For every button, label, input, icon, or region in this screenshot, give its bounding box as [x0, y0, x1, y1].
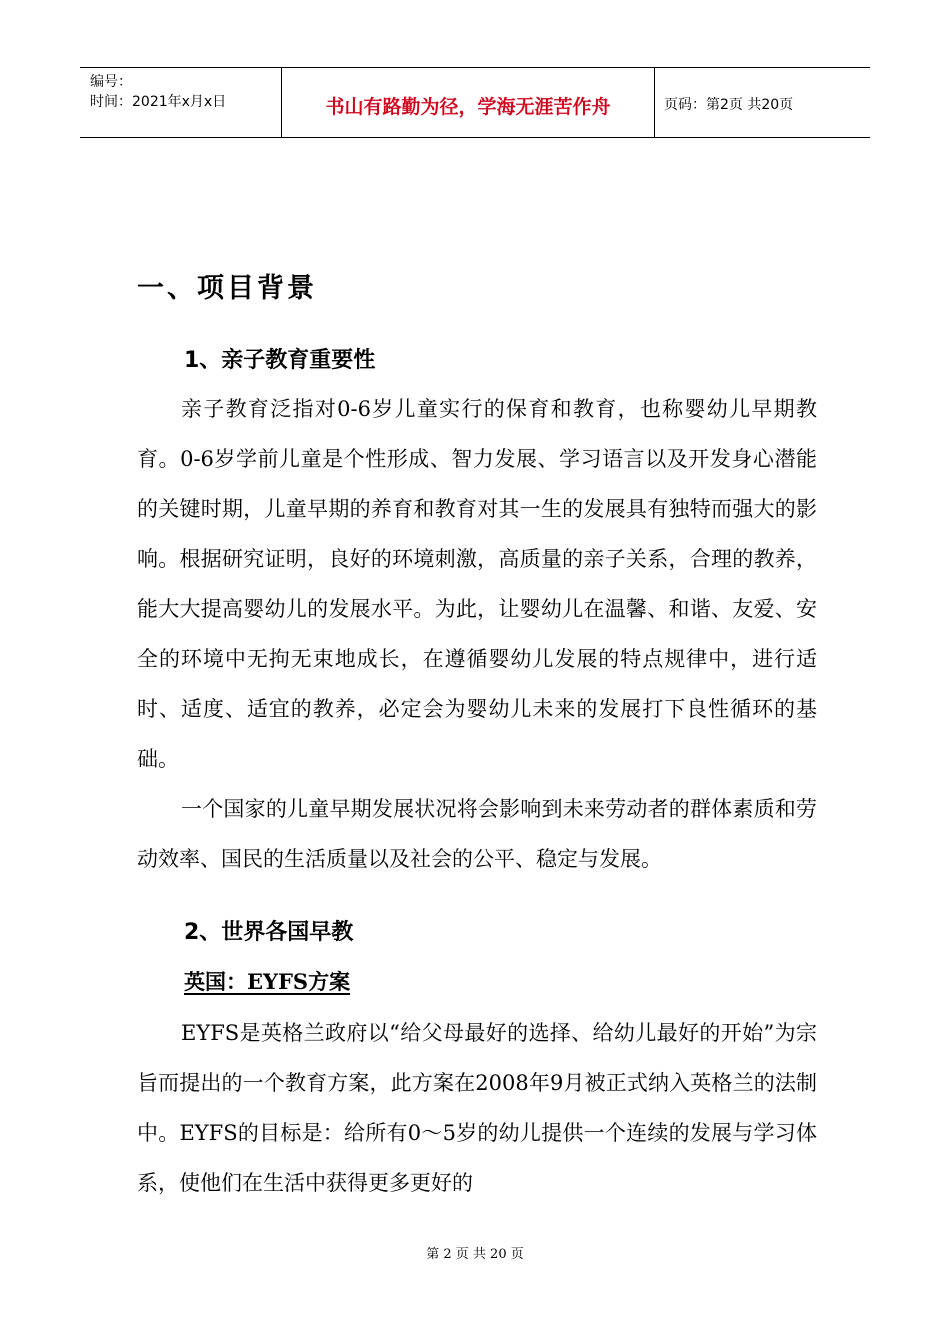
section-title: 一、项目背景	[137, 273, 317, 304]
number-label: 编号：	[90, 74, 132, 90]
header-page-cell	[654, 68, 870, 137]
motto: 书山有路勤为径，学海无涯苦作舟	[325, 96, 611, 118]
paragraph-eyfs: EYFS是英格兰政府以“给父母最好的选择、给幼儿最好的开始”为宗旨而提出的一个教育方案，此方案在2008年9月被正式纳入英格兰的法制中。EYFS的目标是：给所有0～5岁的幼儿提供一个连续的发展与学习体系，使他们在生活中获得更多更好的	[137, 1021, 817, 1195]
header-motto-cell	[281, 68, 655, 137]
uk-heading: 英国：EYFS方案	[184, 969, 351, 994]
subsection-title-world: 2、世界各国早教	[184, 920, 354, 945]
subsection-title-importance: 1、亲子教育重要性	[184, 348, 376, 373]
page-footer: 第 2 页 共 20 页	[426, 1247, 524, 1262]
paragraph-importance: 亲子教育泛指对0-6岁儿童实行的保育和教育，也称婴幼儿早期教育。0-6岁学前儿童是个性形成、智力发展、学习语言以及开发身心潜能的关键时期，儿童早期的养育和教育对其一生的发展具有独特而强大的影响。根据研究证明，良好的环境刺激，高质量的亲子关系，合理的教养，能大大提高婴幼儿的发展水平。为此，让婴幼儿在温馨、和谐、友爱、安全的环境中无拘无束地成长，在遵循婴幼儿发展的特点规律中，进行适时、适度、适宜的教养，必定会为婴幼儿未来的发展打下良性循环的基础。	[137, 397, 817, 771]
paragraph-national-impact: 一个国家的儿童早期发展状况将会影响到未来劳动者的群体素质和劳动效率、国民的生活质量以及社会的公平、稳定与发展。	[137, 797, 817, 871]
date-label: 时间：2021年x月x日	[90, 94, 227, 110]
header-table	[80, 67, 870, 138]
page-label: 页码：第2页 共20页	[664, 97, 794, 113]
header-info-cell	[80, 68, 281, 137]
